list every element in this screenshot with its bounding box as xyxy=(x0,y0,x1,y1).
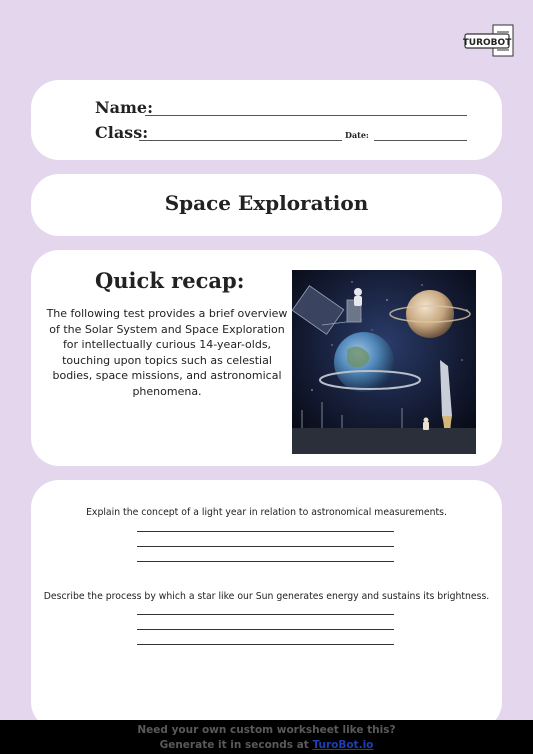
question-1-answer-line-3[interactable] xyxy=(137,561,394,562)
footer-line-2 xyxy=(0,739,533,752)
date-label: Date: xyxy=(345,130,369,140)
question-2-answer-line-3[interactable] xyxy=(137,644,394,645)
question-1: Explain the concept of a light year in relation to astronomical measurements. xyxy=(86,507,447,518)
page-title: Space Exploration xyxy=(164,191,369,215)
student-info-card xyxy=(31,80,502,160)
question-2-answer-line-2[interactable] xyxy=(137,629,394,630)
logo-graphic xyxy=(463,24,515,58)
question-2: Describe the process by which a star like our Sun generates energy and sustains its brightness. xyxy=(43,591,490,602)
footer-line-1: Need your own custom worksheet like this? xyxy=(137,724,396,736)
recap-text: The following test provides a brief overview of the Solar System and Space Exploration for intellectually curious 14-year-olds, touching upon topics such as celestial bodies, space missions, and astronomical phenomena. xyxy=(46,307,288,398)
title-card xyxy=(31,174,502,236)
logo-text: TUROBOT xyxy=(463,38,512,48)
question-1-answer-line-2[interactable] xyxy=(137,546,394,547)
turobot-link[interactable]: TuroBot.io xyxy=(312,739,374,751)
name-line[interactable] xyxy=(145,115,467,116)
promo-footer xyxy=(0,720,533,754)
recap-card xyxy=(31,250,502,466)
footer-line-2-prefix: Generate it in seconds at xyxy=(159,739,313,751)
name-label: Name: xyxy=(95,98,154,117)
turobot-logo xyxy=(463,24,515,58)
space-illustration xyxy=(292,270,476,454)
question-1-answer-line-1[interactable] xyxy=(137,531,394,532)
class-line[interactable] xyxy=(139,140,342,141)
questions-card xyxy=(31,480,502,730)
question-2-answer-line-1[interactable] xyxy=(137,614,394,615)
recap-heading: Quick recap: xyxy=(95,268,245,293)
date-line[interactable] xyxy=(374,140,467,141)
class-label: Class: xyxy=(95,123,149,142)
